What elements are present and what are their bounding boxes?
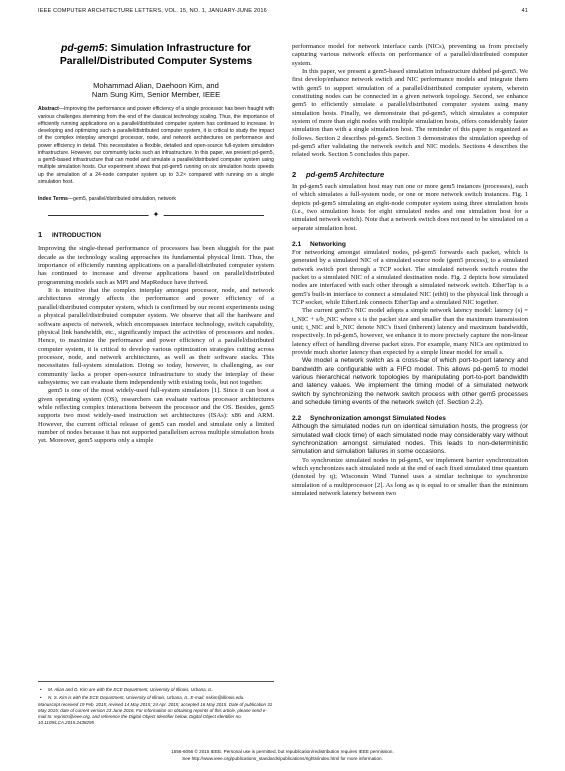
subsection-2-2-number: 2.2 bbox=[292, 415, 302, 423]
paper-title bbox=[38, 43, 274, 68]
paragraph: Although the simulated nodes run on identical simulation hosts, the progress (or simulated wall clock time) of each simulated node may considerably vary without synchronization amongst simulated nodes. This leads to non-deterministic simulation and simulation failures in some occasions. bbox=[292, 423, 528, 456]
paragraph: We model a network switch as a cross-bar of which port-to-port latency and bandwidth are configurable with a FIFO model. This allows pd-gem5 to model various hierarchical network topologies by manipulating port-to-port bandwidth and latency values. We implement the timing model of a simulated network switch by synchronizing the network switch process with other gem5 processes and schedule timing events of the network switch (cf. Section 2.2). bbox=[292, 357, 528, 407]
section-1-title: INTRODUCTION bbox=[52, 232, 101, 240]
paragraph: Improving the single-thread performance of processors has been sluggish for the past decade as the technology scaling approaches its fundamental physical limit. Thus, the importance of efficiently running applications on a parallel/distributed computer system has continued to increase and diverse applications based on parallel/distributed programming models such as MPI and MapReduce have thrived. bbox=[38, 245, 274, 286]
abstract-text: —Improving the performance and power efficiency of a single processor has been fraught with various challenges stemming from the end of the classical technology scaling. Thus, the importance of efficiently running applications on a parallel/distributed computer system has continued to increase. In developing and optimizing such a parallel/distributed computer system, it is critical to study the impact of the complex interplay amongst processor, node, and network architectures on performance and power efficiency in detail. This necessitates a flexible, detailed and open-source full-system simulation infrastructure. However, our community lacks such an infrastructure. In this paper, we present pd-gem5, a gem5-based infrastructure that can model and simulate a parallel/distributed computer system using multiple simulation hosts. Our experiment shows that pd-gem5 running on six simulation hosts speeds up the simulation of a 24-node computer system up to 3.2× compared with running on a single simulation host. bbox=[38, 106, 274, 185]
paragraph: To synchronize simulated nodes in pd-gem5, we implement barrier synchronization which synchronizes each simulated node at the end of each fixed simulated time quantum (denoted by q); Wisconsin Wind Tunnel uses a similar technique to synchronize simulation of a multiprocessor [2]. As long as q is equal to or smaller than the minimum simulated network latency between two bbox=[292, 456, 528, 498]
subsection-2-2-title: Synchronization amongst Simulated Nodes bbox=[310, 415, 446, 423]
author-block bbox=[38, 81, 274, 99]
page-number: 41 bbox=[521, 8, 528, 14]
footnote-rule bbox=[38, 681, 274, 682]
index-terms-label: Index Terms bbox=[38, 196, 68, 203]
subsection-2-1-heading bbox=[292, 240, 528, 249]
title-line1-rest: : Simulation Infrastructure for bbox=[104, 43, 251, 54]
paragraph: In this paper, we present a gem5-based simulation infrastructure dubbed pd-gem5. We first develop/enhance network switch and NIC performance models and integrate them with gem5 to support simulation of a parallel/distributed computer system, wherein constituting nodes can be connected in a given network topology. Second, we enhance gem5 to efficiently simulate a parallel/distributed computer system using many simulation hosts. Finally, we demonstrate that pd-gem5, which simulates a computer system of more than eight nodes with multiple simulation hosts, offers considerably faster simulation than with a single simulation host. The reminder of this paper is organized as follows. Section 2 describes pd-gem5. Section 3 demonstrates the simulation speedup of pd-gem5 after validating the network switch and NIC models. Sections 4 describes the related work. Section 5 concludes this paper. bbox=[292, 68, 528, 159]
section-2-heading bbox=[292, 170, 528, 180]
footnote-affiliation: • M. Alian and D. Kim are with the ECE Department, University of Illinois, Urbana, IL. bbox=[38, 687, 274, 693]
permissions-line: See http://www.ieee.org/publications_standards/publications/rights/index.html for more information. bbox=[182, 756, 383, 761]
section-divider bbox=[38, 210, 274, 220]
footnotes bbox=[38, 681, 274, 725]
right-column bbox=[292, 43, 528, 499]
paragraph: The current gem5's NIC model adopts a simple network latency model: latency (s) = t_NIC + s/b_NIC where s is the packet size and smaller than the maximum transmission unit; t_NIC and b_NIC denote NIC's fixed (inherent) latency and maximum bandwidth, respectively. In pd-gem5, however, we enhance it to more precisely capture the non-linear latency effect of handling diverse packet sizes. For example, many NICs are optimized to provide much shorter latency than expected by a simple linear model for small s. bbox=[292, 307, 528, 356]
paragraph: performance model for network interface cards (NICs), preventing us from precisely capturing various network effects on performance of a parallel/distributed computer system. bbox=[292, 43, 528, 67]
footnote-affiliation: • N. S. Kim is with the ECE Department, University of Illinois, Urbana, IL. E-mail: nskim@illinois.edu. bbox=[38, 695, 274, 701]
section-1-body bbox=[38, 245, 274, 445]
abstract bbox=[38, 106, 274, 186]
paragraph: For networking amongst simulated nodes, pd-gem5 forwards each packet, which is generated by a simulated NIC of a simulated source node (gem5 process), to a simulated network switch port through a TCP socket. The simulated network switch routes the packet to a simulated NIC of a simulated destination node. Fig. 2 depicts how simulated nodes are interfaced with each other through a simulated network switch. EtherTap is a gem5's built-in interface to connect a simulated NIC (eth0) to the physical link through a TCP socket, while EtherLink connects EtherTap and a simulated NIC together. bbox=[292, 248, 528, 306]
running-header bbox=[38, 8, 528, 18]
manuscript-note: Manuscript received 19 Feb. 2015; revised 14 May 2015; 24 Apr. 2015; accepted 16 May 2015. Date of publication 31 May 2015; date of current version 23 June 2016. For information on obtaining reprints of this article, please send e-mail to: reprints@ieee.org, and reference the Digital Object Identifier below. Digital Object Identifier no. 10.1109/LCA.2015.2438295 bbox=[38, 702, 273, 725]
section-2-title: pd-gem5 Architecture bbox=[306, 169, 385, 179]
copyright-line: 1556-6056 © 2015 IEEE. Personal use is permitted, but republication/redistribution requires IEEE permission. bbox=[171, 749, 394, 754]
title-line2: Parallel/Distributed Computer Systems bbox=[59, 55, 253, 67]
title-tool-name: pd-gem5 bbox=[61, 43, 105, 54]
paragraph: In pd-gem5 each simulation host may run one or more gem5 instances (processes), each of which simulates a full-system node, or one or more network switch instances. Fig. 1 depicts pd-gem5 simulating an eight-node computer system using three simulation hosts (i.e., two simulation hosts for eight simulated nodes and one simulation host for a simulated network switch). Note that a network switch does not need to be simulated on a separate simulation host. bbox=[292, 182, 528, 232]
section-1-number: 1 bbox=[38, 230, 43, 240]
paragraph: It is intuitive that the complex interplay amongst processor, node, and network architectures strongly affects the performance and power efficiency of a parallel/distributed computer system, which is confirmed by our recent experiments using a physical parallel/distributed computer system. We observe that all the hardware and software aspects of network, which encompasses interface technology, switch capability, physical link bandwidth, etc., significantly impact the activities of processors and nodes. Hence, to maximize the performance and power efficiency of a parallel/distributed computer system, it is critical to develop various optimization strategies cutting across processor, node, and network architectures, as well as their software stacks. This necessitates full-system simulation. Doing so today, however, is challenging, as our community lacks a proper open-source infrastructure to study the interplay of these subsystems; we can evaluate them independently with existing tools, but not together. bbox=[38, 287, 274, 386]
subsection-2-2-heading bbox=[292, 414, 528, 423]
divider-star-icon: ✦ bbox=[149, 210, 164, 220]
section-1-heading bbox=[38, 230, 274, 241]
section-2-number: 2 bbox=[292, 169, 297, 179]
subsection-2-1-number: 2.1 bbox=[292, 240, 302, 248]
index-terms bbox=[38, 196, 274, 203]
abstract-label: Abstract bbox=[38, 106, 59, 113]
journal-line: IEEE COMPUTER ARCHITECTURE LETTERS, VOL. 15, NO. 1, JANUARY-JUNE 2016 bbox=[38, 8, 267, 14]
authors-line2: Nam Sung Kim, Senior Member, IEEE bbox=[91, 90, 221, 100]
paragraph: gem5 is one of the most widely-used full-system simulators [1]. Since it can boot a given operating system (OS), researchers can evaluate various processor architectures while reflecting complex interactions between the processor and the OS. Besides, gem5 supports two most widely-used instruction set architectures (ISAs): x86 and ARM. However, the current official release of gem5 can model and simulate only a limited number of nodes because it has not supported parallelism across multiple simulation hosts yet. Moreover, gem5 supports only a simple bbox=[38, 387, 275, 445]
index-terms-text: —gem5, parallel/distributed simulation, network bbox=[67, 196, 176, 203]
left-column bbox=[38, 43, 274, 446]
subsection-2-1-title: Networking bbox=[310, 240, 346, 248]
authors-line1: Mohammad Alian, Daehoon Kim, and bbox=[93, 81, 219, 90]
